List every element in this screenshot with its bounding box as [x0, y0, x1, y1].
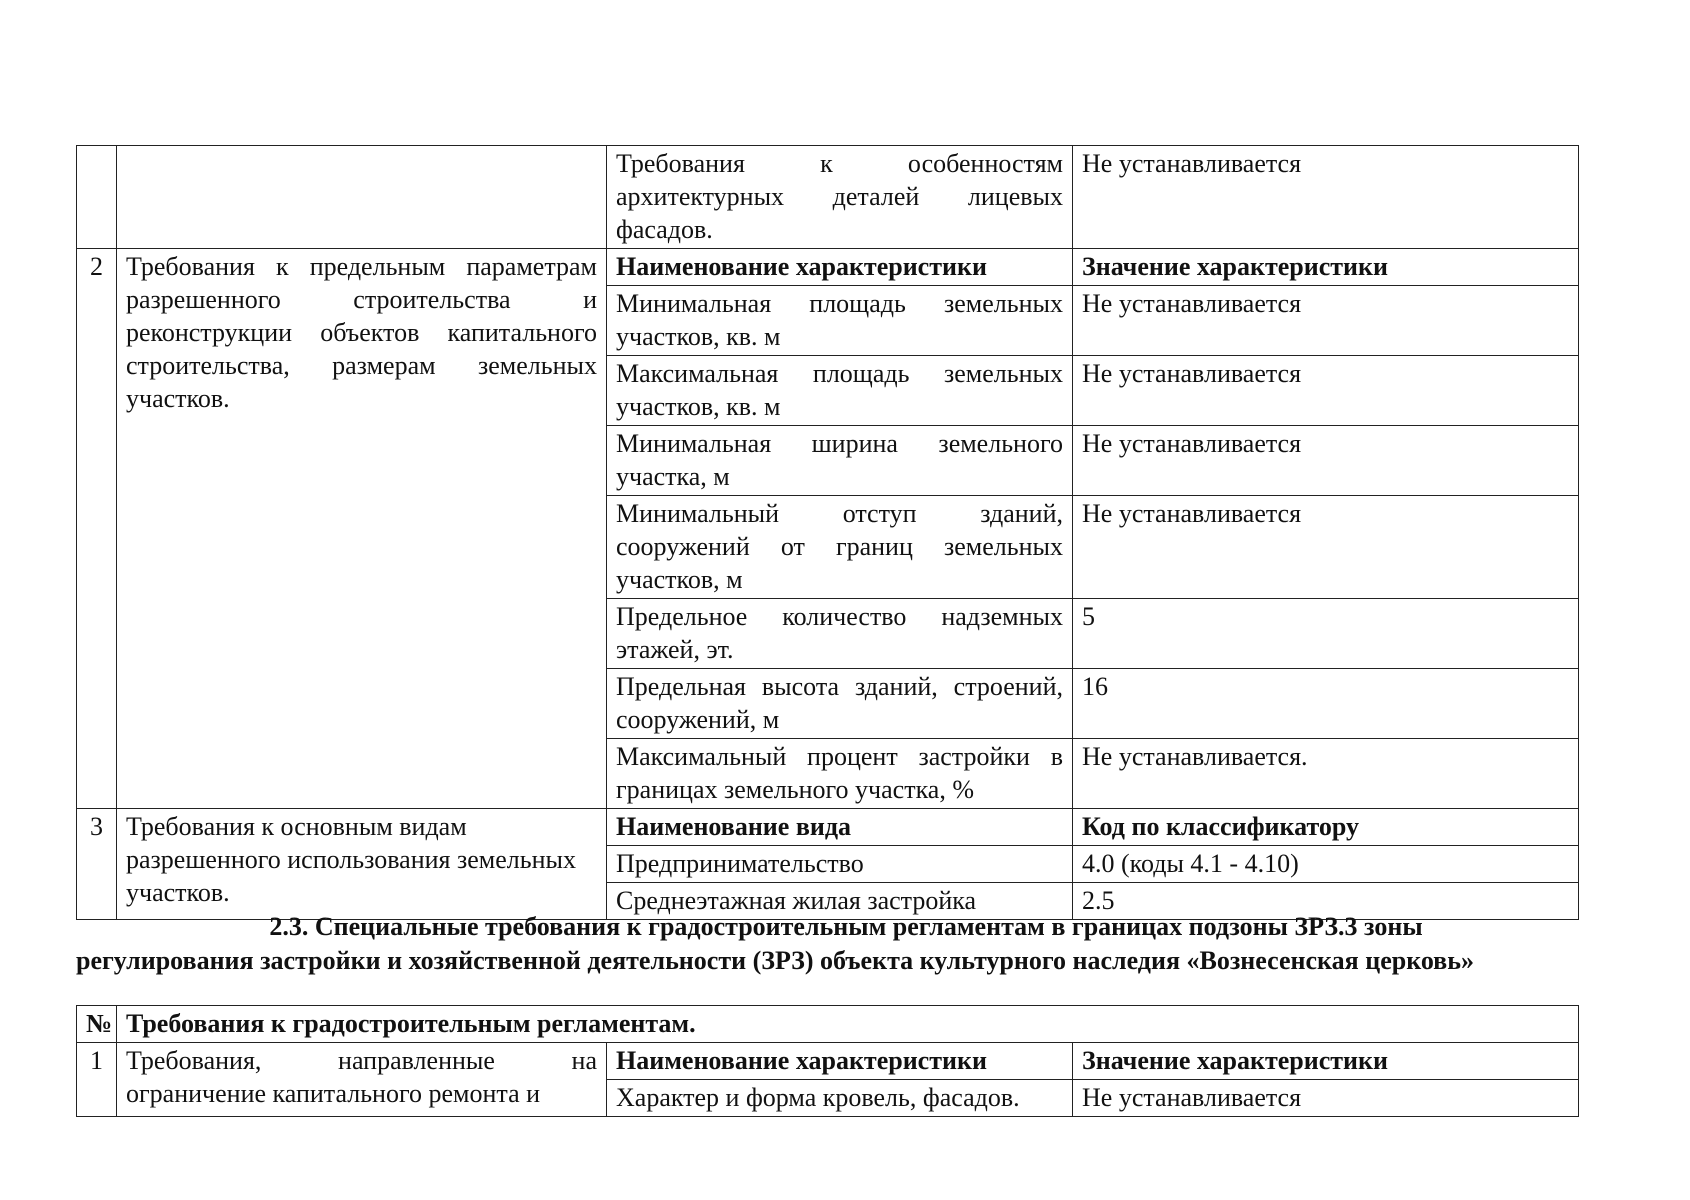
- table-row: [77, 809, 1579, 846]
- column-header-requirements: Требования к градостроительным регламентам.: [117, 1006, 1579, 1043]
- section-heading-line-1: 2.3. Специальные требования к градостроительным регламентам в границах подзоны ЗРЗ.3 зоны: [269, 912, 1423, 941]
- column-header-name: Наименование характеристики: [607, 1043, 1073, 1080]
- characteristic-value: 16: [1073, 669, 1579, 739]
- characteristic-value: Не устанавливается: [1073, 1080, 1579, 1117]
- characteristic-value: Не устанавливается: [1073, 426, 1579, 496]
- row-number: 3: [77, 809, 117, 920]
- characteristic-name: Предельное количество надземных этажей, эт.: [607, 599, 1073, 669]
- characteristic-name: Максимальная площадь земельных участков, кв. м: [607, 356, 1073, 426]
- characteristic-name: Минимальная ширина земельного участка, м: [607, 426, 1073, 496]
- characteristic-value: Не устанавливается.: [1073, 739, 1579, 809]
- use-type-code: 4.0 (коды 4.1 - 4.10): [1073, 846, 1579, 883]
- requirement-title: Требования к основным видам разрешенного использования земельных участков.: [117, 809, 607, 920]
- characteristic-value: Не устанавливается: [1073, 286, 1579, 356]
- use-type-name: Предпринимательство: [607, 846, 1073, 883]
- column-header-value: Значение характеристики: [1073, 249, 1579, 286]
- characteristic-name: Минимальный отступ зданий, сооружений от границ земельных участков, м: [607, 496, 1073, 599]
- characteristic-value: Не устанавливается: [1073, 356, 1579, 426]
- characteristic-name: Характер и форма кровель, фасадов.: [607, 1080, 1073, 1117]
- requirement-title: Требования, направленные на ограничение капитального ремонта и: [117, 1043, 607, 1117]
- table-header-row: [77, 1006, 1579, 1043]
- column-header-value: Значение характеристики: [1073, 1043, 1579, 1080]
- characteristic-name: Минимальная площадь земельных участков, кв. м: [607, 286, 1073, 356]
- use-type-code: 2.5: [1073, 883, 1579, 920]
- section-heading-line-2: регулирования застройки и хозяйственной деятельности (ЗРЗ) объекта культурного наследия «Вознесенская церковь»: [76, 946, 1474, 975]
- characteristic-name: Предельная высота зданий, строений, сооружений, м: [607, 669, 1073, 739]
- characteristic-value: 5: [1073, 599, 1579, 669]
- characteristic-value: Не устанавливается: [1073, 496, 1579, 599]
- table-row: [77, 1043, 1579, 1080]
- table-row: [77, 249, 1579, 286]
- column-header-number: №: [77, 1006, 117, 1043]
- column-header-value: Код по классификатору: [1073, 809, 1579, 846]
- column-header-name: Наименование характеристики: [607, 249, 1073, 286]
- characteristic-name: Требования к особенностям архитектурных деталей лицевых фасадов.: [607, 146, 1073, 249]
- row-number: 2: [77, 249, 117, 809]
- requirement-title: Требования к предельным параметрам разрешенного строительства и реконструкции объектов капитального строительства, размерам земельных участков.: [117, 249, 607, 809]
- regulations-table-zrz3: [76, 1005, 1579, 1117]
- column-header-name: Наименование вида: [607, 809, 1073, 846]
- characteristic-name: Максимальный процент застройки в границах земельного участка, %: [607, 739, 1073, 809]
- row-number: 1: [77, 1043, 117, 1117]
- regulations-table-zrz: [76, 145, 1579, 920]
- use-type-name: Среднеэтажная жилая застройка: [607, 883, 1073, 920]
- table-row: [77, 146, 1579, 249]
- characteristic-value: Не устанавливается: [1073, 146, 1579, 249]
